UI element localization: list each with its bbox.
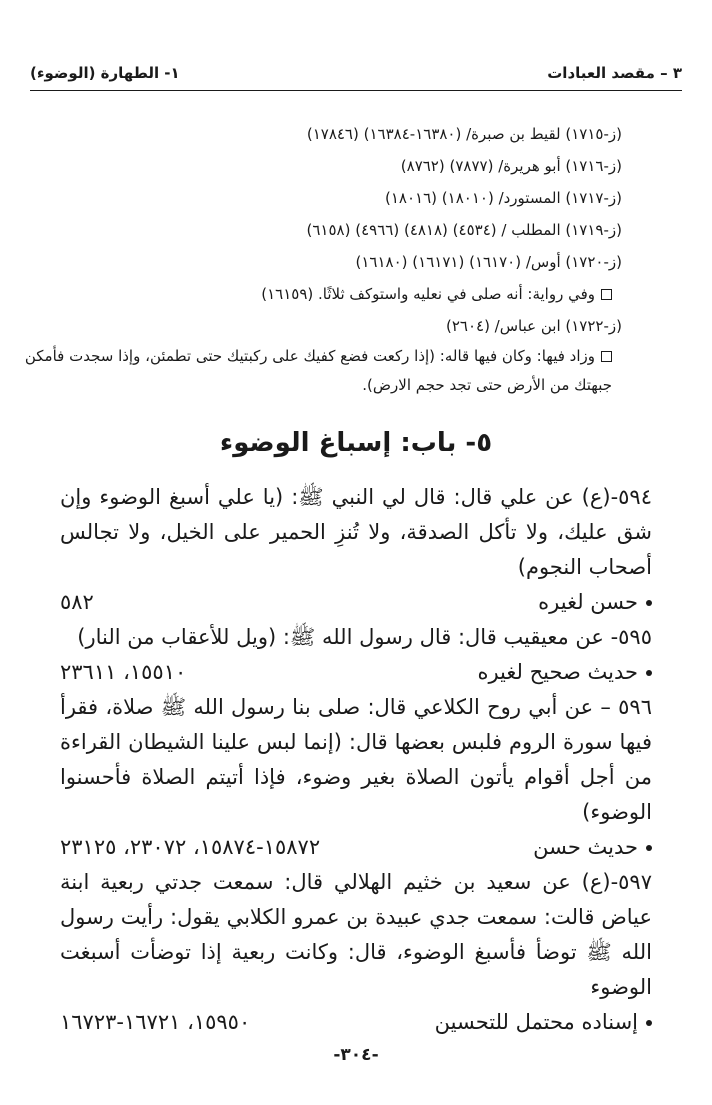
references-block: [24, 118, 622, 400]
reference-line: (ز-١٧٢٠) أوس/ (١٦١٧٠) (١٦١٧١) (١٦١٨٠): [355, 253, 622, 271]
bullet-icon: [646, 600, 652, 606]
grade-label: [477, 655, 652, 690]
reference-line: (ز-١٧٢٢) ابن عباس/ (٢٦٠٤): [445, 317, 622, 335]
square-bullet-icon: [601, 351, 612, 362]
hadith-text: ٥٩٤-(ع) عن علي قال: قال لي النبي ﷺ: (يا علي أسبغ الوضوء وإن شق عليك، ولا تأكل الصدقة، ولا تُنزِ الحمير على الخيل، ولا تجالس أصحاب النجوم): [60, 485, 652, 579]
hadith-grade-row: [60, 585, 652, 620]
hadith-list: [60, 480, 652, 1040]
header-section-title: ٣ – مقصد العبادات: [547, 64, 682, 82]
hadith-grade-row: [60, 1005, 652, 1040]
header-chapter-title: ١- الطهارة (الوضوء): [30, 64, 180, 82]
reference-line: (ز-١٧١٧) المستورد/ (١٨٠١٠) (١٨٠١٦): [385, 189, 622, 207]
reference-line: (ز-١٧١٥) لقيط بن صبرة/ (١٦٣٨٠-١٦٣٨٤) (١٧٨٤٦): [306, 125, 622, 143]
grade-text: حسن لغيره: [538, 590, 638, 614]
hadith-text: ٥٩٧-(ع) عن سعيد بن خثيم الهلالي قال: سمعت جدتي ربعية ابنة عياض قالت: سمعت جدي عبيدة بن عمرو الكلابي يقول: رأيت رسول الله ﷺ توضأ فأسبغ الوضوء، قال: وكانت ربعية إذا توضأت أسبغت الوضوء: [60, 870, 652, 999]
chapter-title: ٥- باب: إسباغ الوضوء: [219, 428, 493, 458]
addition-note: [22, 342, 622, 400]
bullet-icon: [646, 670, 652, 676]
hadith-text: ٥٩٥- عن معيقيب قال: قال رسول الله ﷺ: (ويل للأعقاب من النار): [77, 625, 652, 649]
grade-label: [538, 585, 652, 620]
grade-text: حديث حسن: [533, 835, 638, 859]
hadith-grade-row: [60, 655, 652, 690]
reference-line: (ز-١٧١٩) المطلب / (٤٥٣٤) (٤٨١٨) (٤٩٦٦) (٦١٥٨): [306, 221, 622, 239]
grade-label: [533, 830, 652, 865]
addition-note-text: وزاد فيها: وكان فيها قاله: (إذا ركعت فضع كفيك على ركبتيك حتى تطمئن، وإذا سجدت فأمكن جبهتك من الأرض حتى تجد حجم الارض).: [24, 347, 612, 394]
hadith-text: ٥٩٦ – عن أبي روح الكلاعي قال: صلى بنا رسول الله ﷺ صلاة، فقرأ فيها سورة الروم فلبس بعضها قال: (إنما لبس علينا الشيطان القراءة من أجل أقوام يأتون الصلاة بغير وضوء، فإذا أتيتم الصلاة فأحسنوا الوضوء): [60, 695, 652, 824]
grade-references: ١٥٥١٠، ٢٣٦١١: [60, 660, 187, 684]
grade-references: ١٥٨٧٢-١٥٨٧٤، ٢٣٠٧٢، ٢٣١٢٥: [60, 835, 321, 859]
page-number: -٣٠٤-: [333, 1045, 379, 1065]
bullet-icon: [646, 845, 652, 851]
grade-references: ٥٨٢: [60, 590, 94, 614]
grade-text: إسناده محتمل للتحسين: [434, 1010, 638, 1034]
running-header: [30, 56, 682, 91]
grade-references: ١٥٩٥٠، ١٦٧٢١-١٦٧٢٣: [60, 1010, 251, 1034]
square-bullet-icon: [601, 289, 612, 300]
grade-text: حديث صحيح لغيره: [477, 660, 638, 684]
narration-note-text: وفي رواية: أنه صلى في نعليه واستوكف ثلاثًا. (١٦١٥٩): [261, 285, 595, 303]
hadith-grade-row: [60, 830, 652, 865]
grade-label: [435, 1005, 652, 1040]
bullet-icon: [646, 1020, 652, 1026]
reference-line: (ز-١٧١٦) أبو هريرة/ (٧٨٧٧) (٨٧٦٢): [400, 157, 622, 175]
narration-note: [40, 278, 622, 310]
